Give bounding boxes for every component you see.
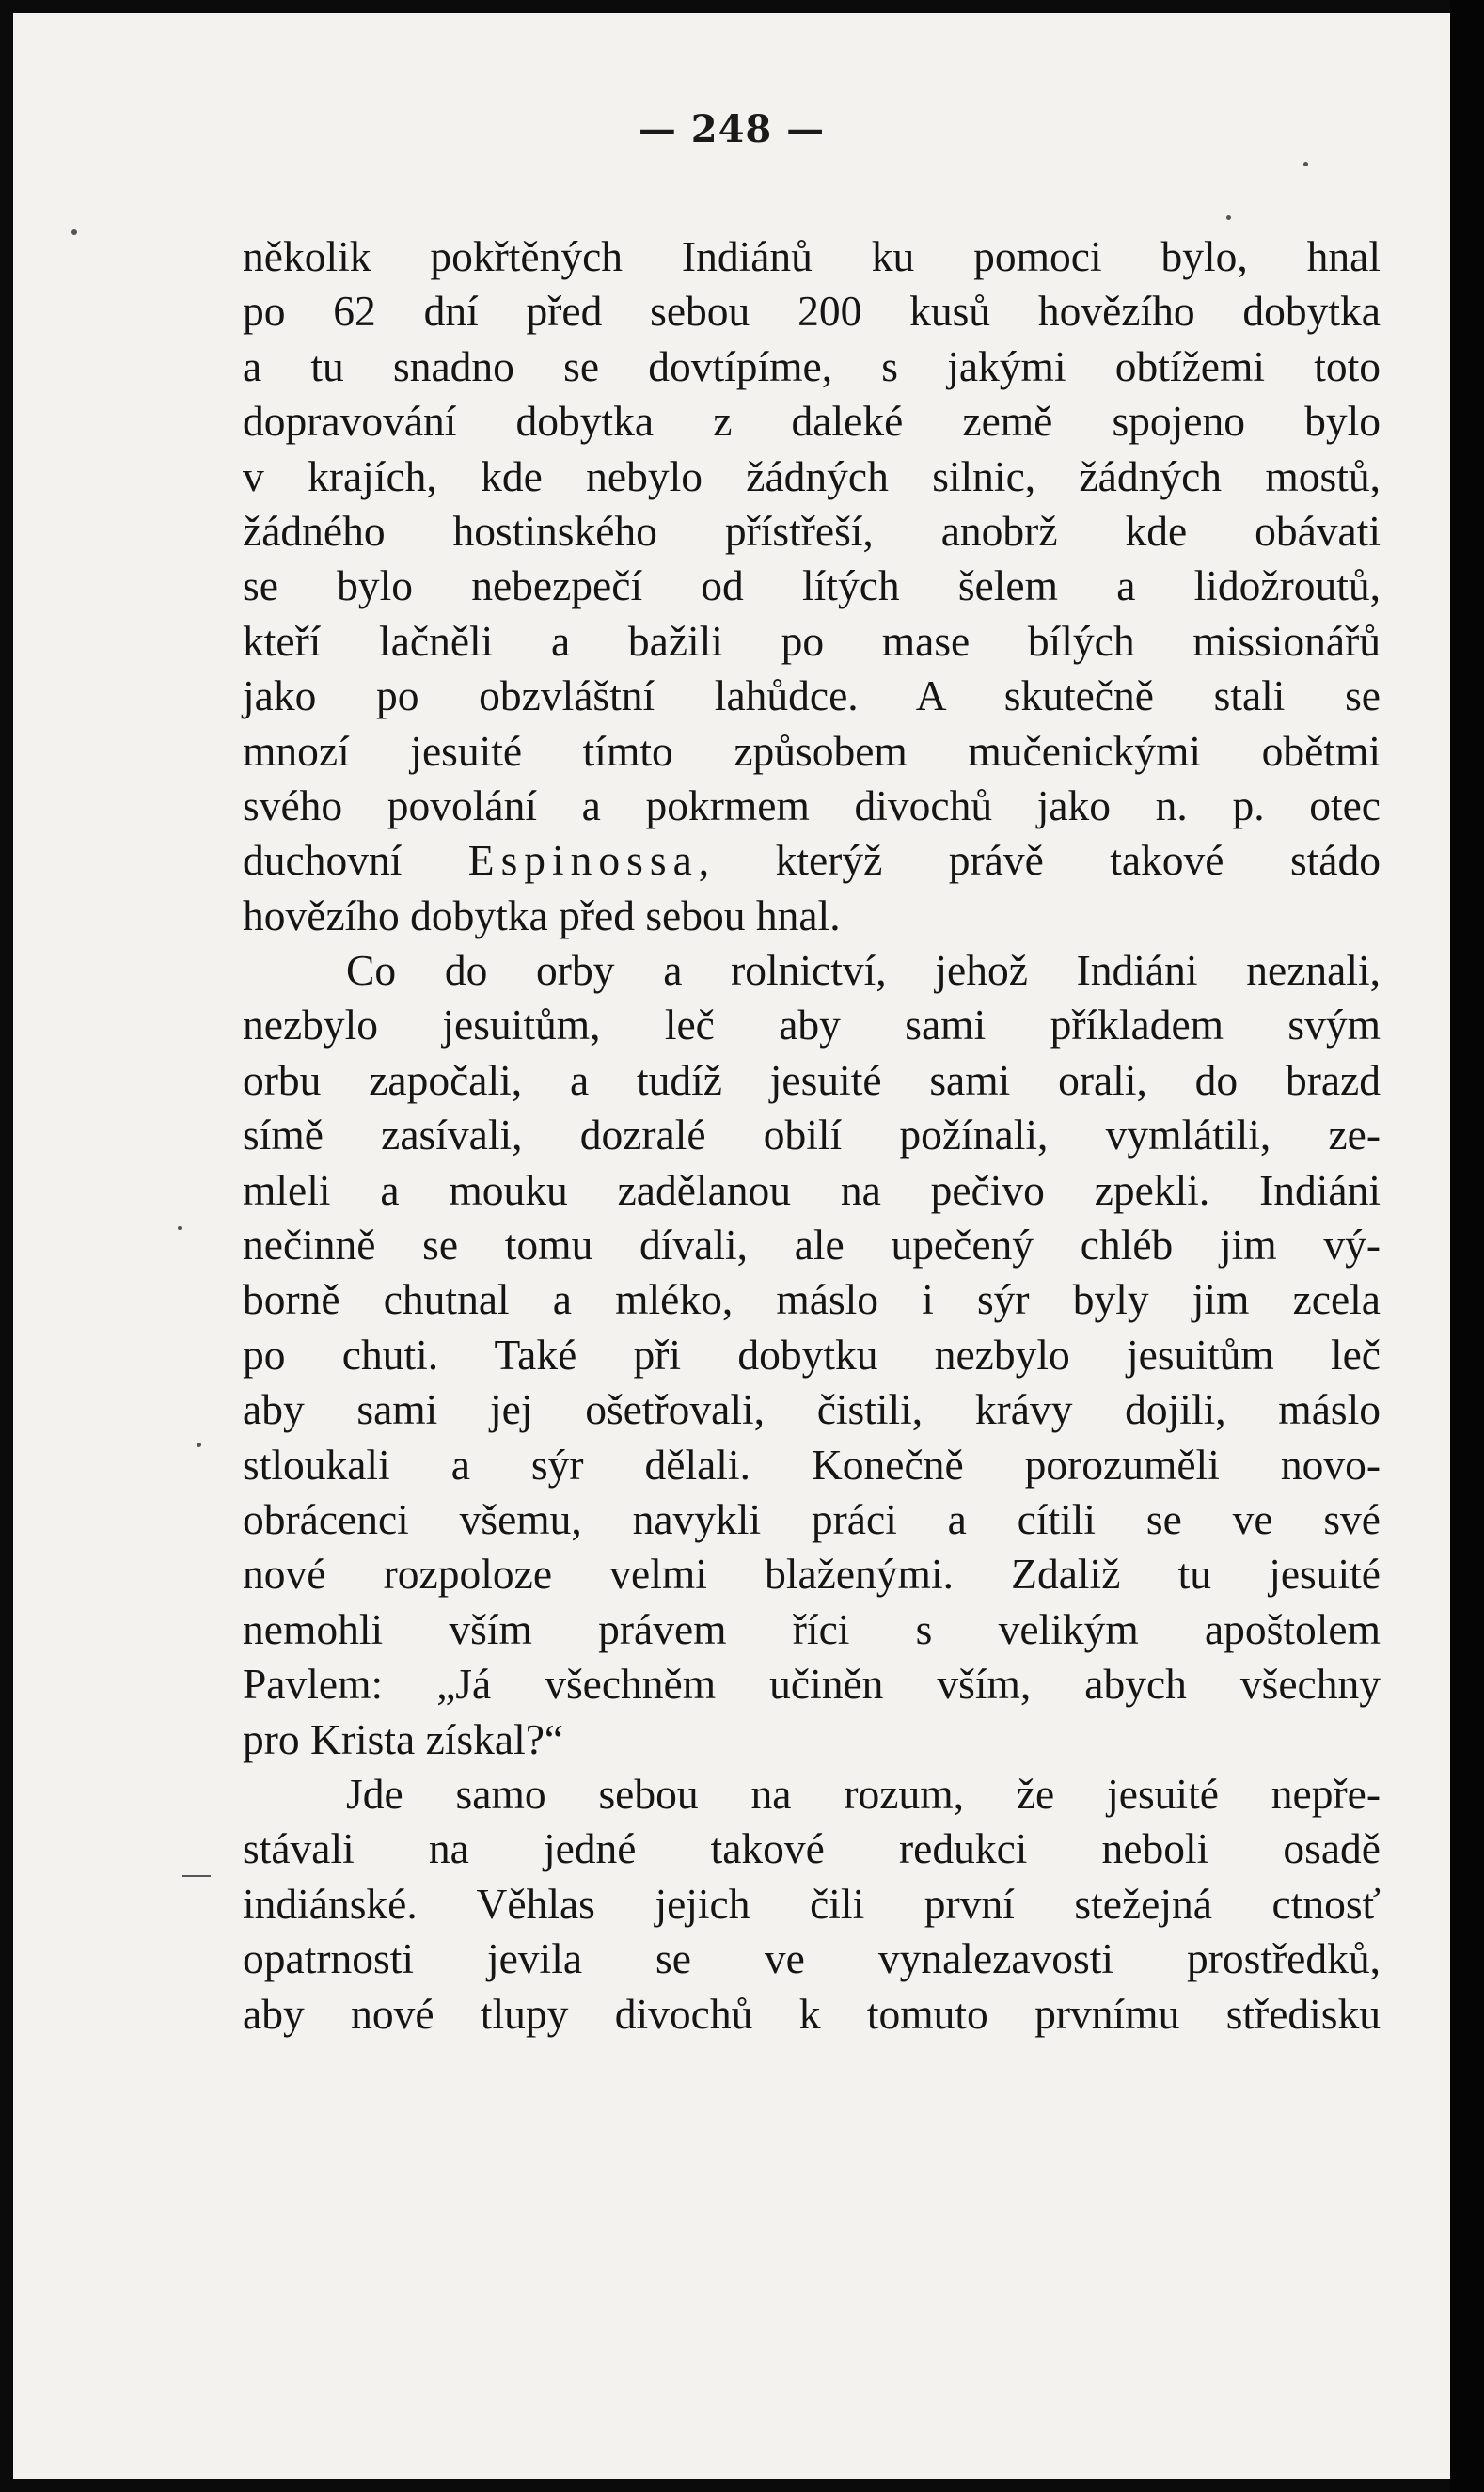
text-line: obrácenci všemu, navykli práci a cítili se ve své <box>243 1494 1381 1543</box>
text-fragment: duchovní <box>243 836 468 885</box>
text-line: žádného hostinského přístřeší, anobrž kde obávati <box>243 506 1381 555</box>
text-line: stávali na jedné takové redukci neboli osadě <box>243 1824 1381 1873</box>
text-line: indiánské. Věhlas jejich čili první stežejná ctnosť <box>243 1879 1381 1928</box>
text-line: aby sami jej ošetřovali, čistili, krávy dojili, máslo <box>243 1385 1381 1434</box>
print-speck <box>1226 215 1231 220</box>
text-line: mnozí jesuité tímto způsobem mučenickými obětmi <box>243 726 1381 775</box>
text-line: Co do orby a rolnictví, jehož Indiáni neznali, <box>346 946 1381 995</box>
text-line: nečinně se tomu dívali, ale upečený chléb jim vý- <box>243 1221 1381 1270</box>
text-line: kteří lačněli a bažili po mase bílých missionářů <box>243 616 1381 665</box>
text-line: po 62 dní před sebou 200 kusů hovězího dobytka <box>243 287 1381 336</box>
text-line: símě zasívali, dozralé obilí požínali, vymlátili, ze- <box>243 1111 1381 1159</box>
print-speck <box>182 1875 211 1877</box>
text-line: mleli a mouku zadělanou na pečivo zpekli. Indiáni <box>243 1165 1381 1214</box>
text-line: v krajích, kde nebylo žádných silnic, žádných mostů, <box>243 451 1381 500</box>
text-line: svého povolání a pokrmem divochů jako n. p. otec <box>243 781 1381 829</box>
text-line: několik pokřtěných Indiánů ku pomoci bylo, hnal <box>243 232 1381 280</box>
text-line: pro Krista získal?“ <box>243 1714 564 1763</box>
text-line: Pavlem: „Já všechněm učiněn vším, abych všechny <box>243 1660 1381 1709</box>
text-line: nemohli vším právem říci s velikým apoštolem <box>243 1604 1381 1653</box>
text-line: dopravování dobytka z daleké země spojeno bylo <box>243 397 1381 446</box>
book-page <box>13 13 1450 2479</box>
text-line: aby nové tlupy divochů k tomuto prvnímu středisku <box>243 1989 1381 2038</box>
text-line: nezbylo jesuitům, leč aby sami příkladem svým <box>243 1001 1381 1049</box>
scan-edge <box>1450 0 1484 2492</box>
print-speck <box>178 1226 182 1230</box>
text-line: nové rozpoloze velmi blaženými. Zdaliž tu jesuité <box>243 1550 1381 1599</box>
text-line: borně chutnal a mléko, máslo i sýr byly jim zcela <box>243 1275 1381 1324</box>
text-line: hovězího dobytka před sebou hnal. <box>243 891 841 939</box>
text-line: jako po obzvláštní lahůdce. A skutečně stali se <box>243 671 1381 720</box>
text-line: orbu započali, a tudíž jesuité sami orali, do brazd <box>243 1055 1381 1104</box>
text-line <box>243 833 1381 888</box>
spaced-name-espinossa: Espinossa <box>467 836 699 885</box>
text-line: se bylo nebezpečí od lítých šelem a lidožroutů, <box>243 561 1381 610</box>
body-text <box>243 229 1381 2042</box>
text-line: stloukali a sýr dělali. Konečně porozuměli novo- <box>243 1440 1381 1489</box>
text-line: opatrnosti jevila se ve vynalezavosti prostředků, <box>243 1934 1381 1983</box>
print-speck <box>1303 162 1308 166</box>
text-fragment: , kterýž právě takové stádo <box>698 836 1381 885</box>
text-line: Jde samo sebou na rozum, že jesuité nepře- <box>346 1769 1381 1818</box>
print-speck <box>71 229 77 235</box>
text-line: a tu snadno se dovtípíme, s jakými obtížemi toto <box>243 341 1381 390</box>
text-line: po chuti. Také při dobytku nezbylo jesuitům leč <box>243 1330 1381 1379</box>
print-speck <box>197 1443 201 1447</box>
page-number: — 248 — <box>638 107 826 151</box>
